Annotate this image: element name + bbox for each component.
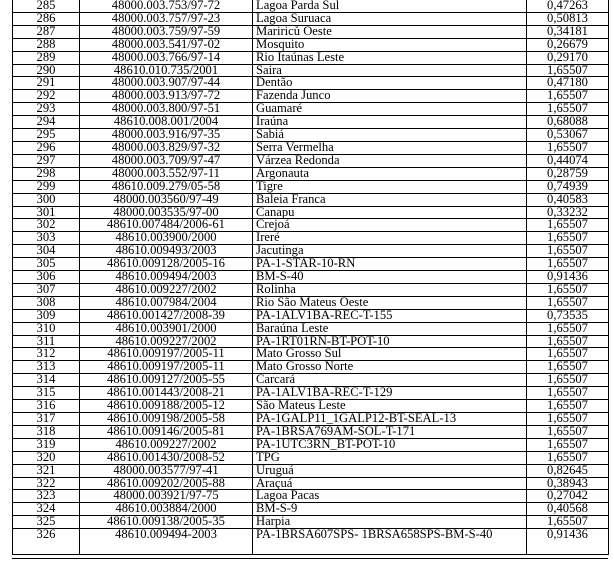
row-number: 294 [13,116,80,129]
process-number: 48610.008.001/2004 [80,116,253,129]
table-row [13,12,609,25]
row-number: 311 [13,335,80,348]
field-value: 0,34181 [527,25,609,38]
process-number: 48000.003577/97-41 [80,464,253,477]
table-row [13,193,609,206]
field-name: BM-S-9 [253,503,527,516]
process-number: 48610.003901/2000 [80,322,253,335]
row-number: 310 [13,322,80,335]
row-number: 305 [13,258,80,271]
table-row [13,271,609,284]
table-row [13,335,609,348]
field-value: 1,65507 [527,335,609,348]
process-number: 48610.009494/2003 [80,271,253,284]
process-number: 48610.009146/2005-81 [80,425,253,438]
row-number: 301 [13,206,80,219]
table-row [13,516,609,529]
table-row [13,64,609,77]
row-number: 316 [13,400,80,413]
row-number: 297 [13,154,80,167]
field-name: PA-1ALV1BA-REC-T-155 [253,309,527,322]
process-number: 48610.009227/2002 [80,335,253,348]
table-row [13,219,609,232]
field-value: 0,26679 [527,38,609,51]
table-row [13,296,609,309]
field-value: 1,65507 [527,283,609,296]
field-name: Maririců Oeste [253,25,527,38]
field-value: 0,38943 [527,477,609,490]
table-row [13,206,609,219]
field-value: 1,65507 [527,141,609,154]
field-value: 1,65507 [527,258,609,271]
process-number: 48610.003900/2000 [80,232,253,245]
field-value: 0,50813 [527,12,609,25]
field-value: 1,65507 [527,438,609,451]
row-number: 295 [13,129,80,142]
process-number: 48610.009227/2002 [80,283,253,296]
field-value: 0,44074 [527,154,609,167]
field-name: Ireré [253,232,527,245]
row-number: 322 [13,477,80,490]
field-name: Mato Grosso Sul [253,348,527,361]
process-number: 48610.009197/2005-11 [80,348,253,361]
field-name: PA-1RT01RN-BT-POT-10 [253,335,527,348]
field-name: PA-1BRSA607SPS- 1BRSA658SPS-BM-S-40 [253,529,527,555]
process-number: 48000.003535/97-00 [80,206,253,219]
table-row [13,413,609,426]
row-number: 315 [13,387,80,400]
field-name: Rio São Mateus Oeste [253,296,527,309]
field-value: 1,65507 [527,232,609,245]
field-name: Fazenda Junco [253,90,527,103]
field-name: São Mateus Leste [253,400,527,413]
process-number: 48000.003.913/97-72 [80,90,253,103]
field-name: Canapu [253,206,527,219]
table-row [13,374,609,387]
row-number: 312 [13,348,80,361]
process-number: 48610.003884/2000 [80,503,253,516]
field-name: Uruguá [253,464,527,477]
field-name: PA-1-STAR-10-RN [253,258,527,271]
row-number: 320 [13,451,80,464]
table-row [13,103,609,116]
process-number: 48610.009227/2002 [80,438,253,451]
field-name: Rio Itaúnas Leste [253,51,527,64]
field-name: Mato Grosso Norte [253,361,527,374]
field-value: 1,65507 [527,296,609,309]
field-name: Baraúna Leste [253,322,527,335]
row-number: 323 [13,490,80,503]
field-name: Lagoa Parda Sul [253,0,527,12]
field-value: 0,29170 [527,51,609,64]
field-value: 0,47180 [527,77,609,90]
field-name: Sabiá [253,129,527,142]
field-name: BM-S-40 [253,271,527,284]
process-number: 48610.009202/2005-88 [80,477,253,490]
field-value: 1,65507 [527,361,609,374]
process-number: 48610.009494-2003 [80,529,253,555]
process-number: 48000.003921/97-75 [80,490,253,503]
process-number: 48000.003.907/97-44 [80,77,253,90]
document-page [12,0,608,555]
field-name: Crejoá [253,219,527,232]
row-number: 309 [13,309,80,322]
table-row [13,309,609,322]
field-name: Serra Vermelha [253,141,527,154]
table-row [13,25,609,38]
table-row [13,400,609,413]
table-row [13,464,609,477]
field-value: 0,40568 [527,503,609,516]
process-number: 48610.010.735/2001 [80,64,253,77]
field-value: 1,65507 [527,413,609,426]
row-number: 299 [13,180,80,193]
process-number: 48610.009138/2005-35 [80,516,253,529]
process-number: 48610.007984/2004 [80,296,253,309]
process-number: 48000.003.829/97-32 [80,141,253,154]
process-number: 48610.001430/2008-52 [80,451,253,464]
table-row [13,529,609,555]
field-name: Rolinha [253,283,527,296]
field-value: 1,65507 [527,387,609,400]
field-name: Carcará [253,374,527,387]
table-row [13,77,609,90]
row-number: 308 [13,296,80,309]
process-number: 48000.003.757/97-23 [80,12,253,25]
field-value: 0,47263 [527,0,609,12]
process-number: 48000.003.753/97-72 [80,0,253,12]
process-number: 48000.003.766/97-14 [80,51,253,64]
row-number: 300 [13,193,80,206]
row-number: 292 [13,90,80,103]
row-number: 306 [13,271,80,284]
field-name: PA-1ALV1BA-REC-T-129 [253,387,527,400]
table-row [13,451,609,464]
table-row [13,258,609,271]
row-number: 325 [13,516,80,529]
process-number: 48000.003.541/97-02 [80,38,253,51]
field-value: 1,65507 [527,425,609,438]
table-row [13,425,609,438]
field-value: 1,65507 [527,400,609,413]
row-number: 319 [13,438,80,451]
process-number: 48610.009.279/05-58 [80,180,253,193]
row-number: 318 [13,425,80,438]
table-row [13,387,609,400]
field-name: PA-1UTC3RN_BT-POT-10 [253,438,527,451]
field-value: 1,65507 [527,451,609,464]
field-name: Harpia [253,516,527,529]
field-name: PA-1BRSA769AM-SOL-T-171 [253,425,527,438]
process-number: 48610.009198/2005-58 [80,413,253,426]
process-number: 48610.001427/2008-39 [80,309,253,322]
row-number: 296 [13,141,80,154]
table-row [13,0,609,12]
field-value: 1,65507 [527,516,609,529]
table-row [13,490,609,503]
table-bottom-rule [12,558,608,559]
process-number: 48610.009127/2005-55 [80,374,253,387]
table-row [13,141,609,154]
row-number: 291 [13,77,80,90]
process-number: 48610.009197/2005-11 [80,361,253,374]
field-name: Argonauta [253,167,527,180]
table-row [13,348,609,361]
field-name: Mosquito [253,38,527,51]
row-number: 302 [13,219,80,232]
process-number: 48000.003.800/97-51 [80,103,253,116]
table-row [13,51,609,64]
table-row [13,438,609,451]
row-number: 307 [13,283,80,296]
field-value: 0,28759 [527,167,609,180]
table-row [13,90,609,103]
field-value: 1,65507 [527,245,609,258]
process-number: 48610.001443/2008-21 [80,387,253,400]
row-number: 313 [13,361,80,374]
row-number: 317 [13,413,80,426]
table-row [13,503,609,516]
process-number: 48000.003.709/97-47 [80,154,253,167]
table-row [13,167,609,180]
field-name: Várzea Redonda [253,154,527,167]
row-number: 293 [13,103,80,116]
field-value: 0,33232 [527,206,609,219]
table-row [13,116,609,129]
field-value: 1,65507 [527,64,609,77]
field-name: Iraúna [253,116,527,129]
field-value: 0,68088 [527,116,609,129]
field-name: Lagoa Pacas [253,490,527,503]
field-name: Jacutinga [253,245,527,258]
field-name: PA-1GALP11_1GALP12-BT-SEAL-13 [253,413,527,426]
table-row [13,154,609,167]
field-name: Saira [253,64,527,77]
row-number: 289 [13,51,80,64]
row-number: 298 [13,167,80,180]
field-name: Tigre [253,180,527,193]
row-number: 290 [13,64,80,77]
table-row [13,38,609,51]
field-name: Lagoa Suruaca [253,12,527,25]
process-number: 48000.003.916/97-35 [80,129,253,142]
field-value: 1,65507 [527,90,609,103]
table-row [13,232,609,245]
field-name: Araçuá [253,477,527,490]
row-number: 321 [13,464,80,477]
field-name: Baleia Franca [253,193,527,206]
row-number: 304 [13,245,80,258]
fields-table [12,0,609,555]
field-value: 0,82645 [527,464,609,477]
table-row [13,245,609,258]
table-row [13,322,609,335]
table-row [13,361,609,374]
field-value: 1,65507 [527,322,609,335]
row-number: 286 [13,12,80,25]
table-row [13,180,609,193]
field-name: Guamaré [253,103,527,116]
row-number: 303 [13,232,80,245]
field-name: Dentão [253,77,527,90]
process-number: 48610.009128/2005-16 [80,258,253,271]
process-number: 48000.003560/97-49 [80,193,253,206]
field-value: 1,65507 [527,374,609,387]
table-row [13,477,609,490]
table-row [13,283,609,296]
field-value: 0,27042 [527,490,609,503]
field-value: 0,74939 [527,180,609,193]
row-number: 324 [13,503,80,516]
table-row [13,129,609,142]
field-value: 1,65507 [527,348,609,361]
row-number: 287 [13,25,80,38]
field-value: 0,73535 [527,309,609,322]
process-number: 48610.009493/2003 [80,245,253,258]
field-value: 0,91436 [527,529,609,555]
row-number: 326 [13,529,80,555]
field-value: 1,65507 [527,103,609,116]
field-value: 0,40583 [527,193,609,206]
row-number: 288 [13,38,80,51]
field-value: 1,65507 [527,219,609,232]
field-value: 0,53067 [527,129,609,142]
row-number: 314 [13,374,80,387]
row-number: 285 [13,0,80,12]
field-name: TPG [253,451,527,464]
field-value: 0,91436 [527,271,609,284]
table-body [13,0,609,555]
process-number: 48610.009188/2005-12 [80,400,253,413]
process-number: 48610.007484/2006-61 [80,219,253,232]
process-number: 48000.003.759/97-59 [80,25,253,38]
process-number: 48000.003.552/97-11 [80,167,253,180]
